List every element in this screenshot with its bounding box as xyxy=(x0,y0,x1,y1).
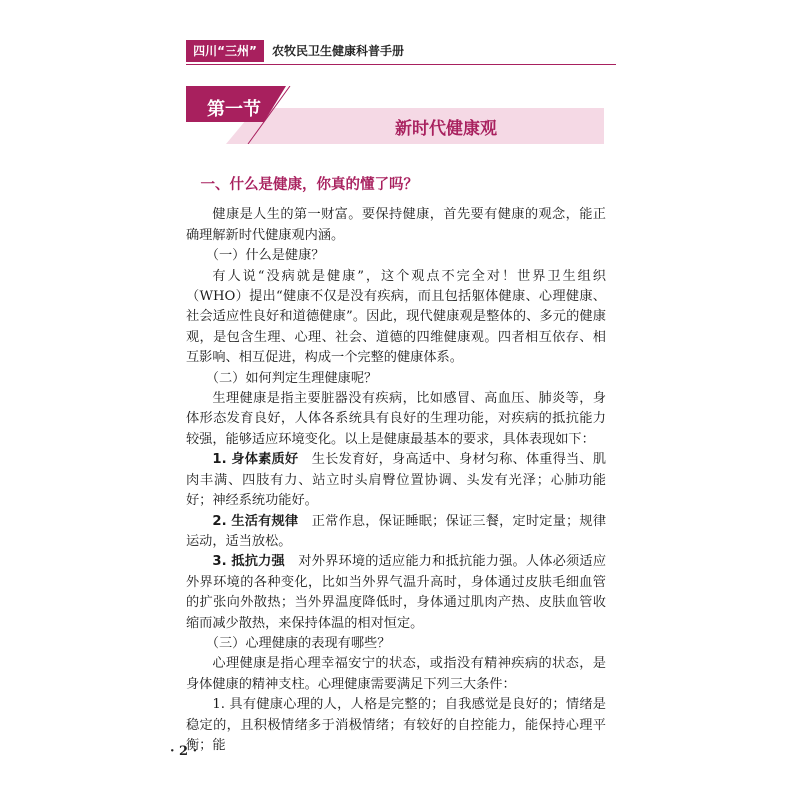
subheading: （一）什么是健康？ xyxy=(205,248,325,264)
body-text xyxy=(186,175,606,756)
paragraph: 生理健康是指主要脏器没有疾病，比如感冒、高血压、肺炎等，身体形态发育良好，人体各系统具有良好的生理功能，对疾病的抵抗能力较强，能够适应环境变化。以上是健康最基本的要求，具体表现如下： xyxy=(186,391,606,447)
item-label: 3. 抵抗力强 xyxy=(212,554,285,570)
list-item xyxy=(186,552,606,634)
section-number: 第一节 xyxy=(207,99,261,120)
list-item xyxy=(186,450,606,511)
running-header xyxy=(186,40,616,64)
paragraph: 健康是人生的第一财富。要保持健康，首先要有健康的观念，能正确理解新时代健康观内涵。 xyxy=(186,207,606,243)
item-label: 2. 生活有规律 xyxy=(212,513,299,529)
list-item xyxy=(186,512,606,553)
header-tag: 四川“三州” xyxy=(186,40,264,62)
book-title: 农牧民卫生健康科普手册 xyxy=(272,44,405,58)
header-rule xyxy=(186,64,616,65)
item-text: 生长发育好，身高适中、身材匀称、体重得当、肌肉丰满、四肢有力、站立时头肩臀位置协调、头发有光泽；心肺功能好；神经系统功能好。 xyxy=(186,452,607,509)
item-text: 正常作息，保证睡眠；保证三餐，定时定量；规律运动，适当放松。 xyxy=(186,513,607,549)
item-text: 对外界环境的适应能力和抵抗能力强。人体必须适应外界环境的各种变化，比如当外界气温升高时，身体通过皮肤毛细血管的扩张向外散热；当外界温度降低时，身体通过肌肉产热、皮肤血管收缩而减少散热，来保持体温的相对恒定。 xyxy=(186,554,607,631)
subheading: （三）心理健康的表现有哪些？ xyxy=(205,635,391,651)
section-title: 新时代健康观 xyxy=(395,119,497,139)
item-label: 1. 身体素质好 xyxy=(212,452,299,468)
section-banner xyxy=(186,86,604,144)
subheading: （二）如何判定生理健康呢？ xyxy=(205,370,378,386)
page-number: · 2 · xyxy=(170,744,198,759)
paragraph: 有人说“没病就是健康”，这个观点不完全对！世界卫生组织（WHO）提出“健康不仅是没有疾病，而且包括躯体健康、心理健康、社会适应性良好和道德健康”。因此，现代健康观是整体的、多元的健康观，是包含生理、心理、社会、道德的四维健康观。四者相互依存、相互影响、相互促进，构成一个完整的健康体系。 xyxy=(186,268,606,366)
paragraph: 心理健康是指心理幸福安宁的状态，或指没有精神疾病的状态，是身体健康的精神支柱。心理健康需要满足下列三大条件： xyxy=(186,656,606,692)
heading-level1: 一、什么是健康，你真的懂了吗？ xyxy=(200,177,418,193)
paragraph: 1. 具有健康心理的人，人格是完整的；自我感觉是良好的；情绪是稳定的，且积极情绪多于消极情绪；有较好的自控能力，能保持心理平衡；能 xyxy=(186,697,606,753)
